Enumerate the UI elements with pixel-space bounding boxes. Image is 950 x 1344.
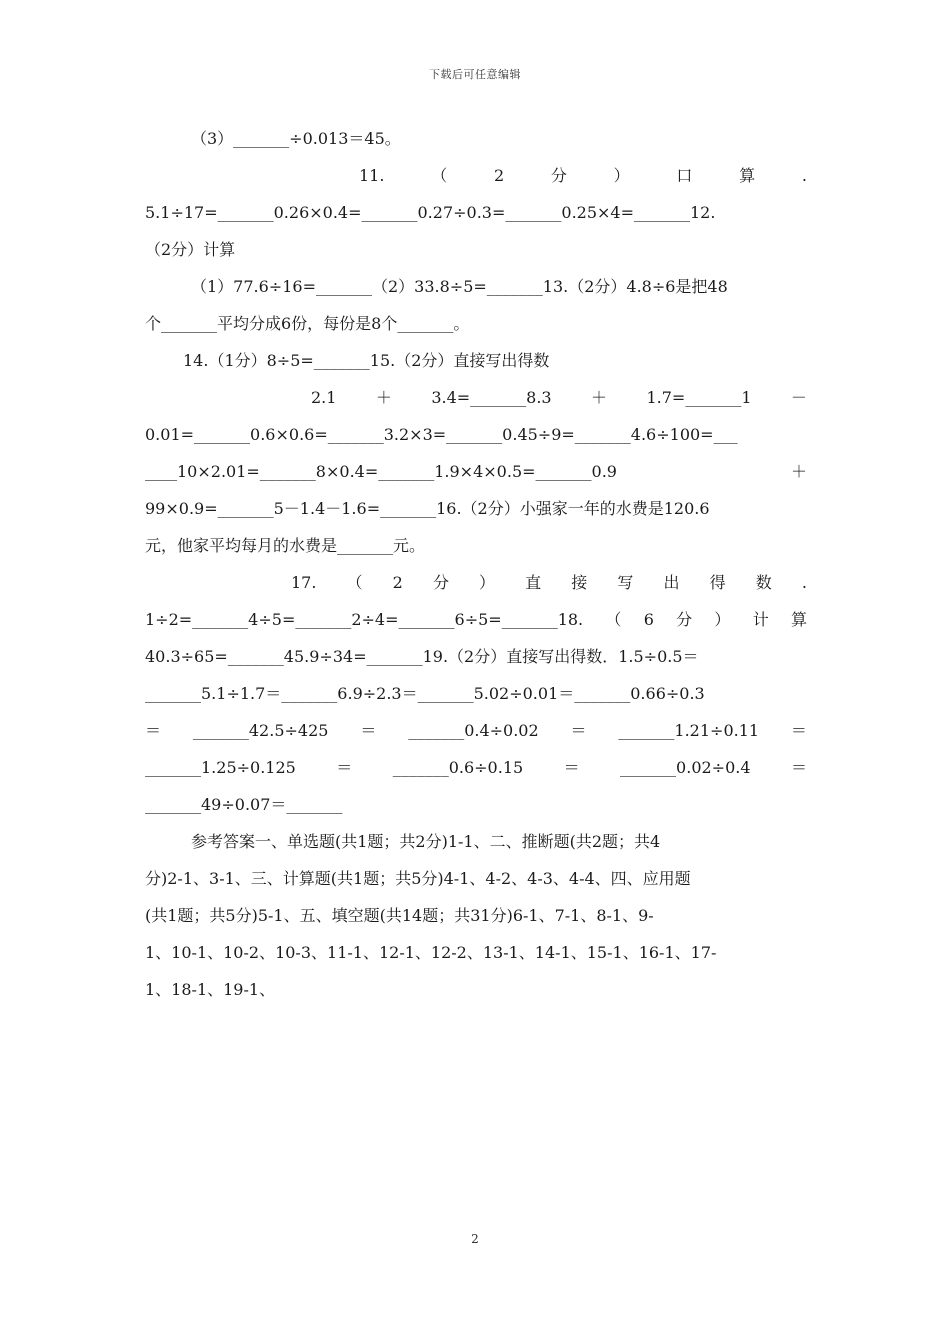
line-token: ＝ — [790, 721, 807, 740]
text-line: 40.3÷65=_______45.9÷34=_______19.（2分）直接写出得数．1.5÷0.5＝ — [145, 647, 699, 666]
line-token: － — [790, 388, 807, 407]
line-token: 算 — [790, 610, 807, 629]
line-token: 直 — [525, 573, 542, 592]
line-token: （ — [346, 573, 363, 592]
text-line: （2分）计算 — [145, 240, 236, 259]
line-token: ＝ — [336, 758, 353, 777]
line-token: . — [801, 166, 807, 185]
line-token: 1.7=_______1 — [646, 388, 752, 407]
line-token: 3.4=_______8.3 — [431, 388, 552, 407]
line-token: 17. — [291, 573, 317, 592]
text-line — [145, 383, 807, 420]
line-token: ＋ — [591, 388, 608, 407]
text-line: 1、18-1、19-1、 — [145, 980, 276, 999]
line-token: ） — [714, 610, 731, 629]
line-token: 口 — [676, 166, 693, 185]
text-line: _______5.1÷1.7＝_______6.9÷2.3＝_______5.02÷0.01＝_______0.66÷0.3 — [145, 684, 705, 703]
text-line — [145, 161, 807, 198]
text-line — [145, 753, 807, 790]
line-token: ＝ — [570, 721, 587, 740]
line-token: （ — [431, 166, 448, 185]
line-token: 算 — [739, 166, 756, 185]
line-token: . — [801, 573, 807, 592]
line-token: 分 — [676, 610, 693, 629]
document-body — [145, 124, 807, 1012]
line-token: ＋ — [375, 388, 392, 407]
line-token: ____10×2.01=_______8×0.4=_______1.9×4×0.5=_______0.9 — [145, 462, 617, 481]
text-line — [145, 457, 807, 494]
text-line: 元，他家平均每月的水费是_______元。 — [145, 536, 426, 555]
line-token: 2.1 — [311, 388, 337, 407]
line-token: 分 — [432, 573, 449, 592]
line-token: ＝ — [563, 758, 580, 777]
line-token: _______1.25÷0.125 — [145, 758, 296, 777]
page-header: 下载后可任意编辑 — [429, 68, 521, 81]
line-token: 得 — [709, 573, 726, 592]
line-token: _______0.6÷0.15 — [392, 758, 524, 777]
text-line: 14.（1分）8÷5=_______15.（2分）直接写出得数 — [183, 351, 550, 370]
line-token: 6 — [643, 610, 654, 629]
line-token: 写 — [617, 573, 634, 592]
line-token: 2 — [493, 166, 505, 185]
text-line: 分)2-1、3-1、三、计算题(共1题；共5分)4-1、4-2、4-3、4-4、四、应用题 — [145, 869, 691, 888]
text-line: 99×0.9=_______5－1.4－1.6=_______16.（2分）小强家一年的水费是120.6 — [145, 499, 710, 518]
line-token: 2 — [392, 573, 403, 592]
line-token: ） — [613, 166, 630, 185]
text-line: 0.01=_______0.6×0.6=_______3.2×3=_______0.45÷9=_______4.6÷100=___ — [145, 425, 738, 444]
line-token: _______0.4÷0.02 — [408, 721, 539, 740]
line-token: 接 — [571, 573, 588, 592]
text-line — [145, 716, 807, 753]
page-number: 2 — [471, 1232, 479, 1246]
line-token: ＝ — [145, 721, 162, 740]
text-line: 1、10-1、10-2、10-3、11-1、12-1、12-2、13-1、14-1、15-1、16-1、17- — [145, 943, 717, 962]
line-token: 分 — [550, 166, 567, 185]
text-line — [145, 568, 807, 605]
line-token: _______0.02÷0.4 — [620, 758, 751, 777]
line-token: 11. — [359, 166, 385, 185]
line-token: ＋ — [790, 462, 807, 481]
line-token: 出 — [663, 573, 680, 592]
line-token: ＝ — [790, 758, 807, 777]
line-token: 计 — [752, 610, 769, 629]
text-line: 个_______平均分成6份，每份是8个_______。 — [145, 314, 470, 333]
line-token: 数 — [755, 573, 772, 592]
line-token: 1÷2=_______4÷5=_______2÷4=_______6÷5=_______18. — [145, 610, 584, 629]
text-line — [145, 605, 807, 642]
text-line: （3）_______÷0.013＝45。 — [191, 129, 401, 148]
line-token: _______1.21÷0.11 — [618, 721, 760, 740]
line-token: ） — [479, 573, 496, 592]
text-line: （1）77.6÷16=_______（2）33.8÷5=_______13.（2分）4.8÷6是把48 — [191, 277, 728, 296]
line-token: _______42.5÷425 — [192, 721, 329, 740]
line-token: （ — [605, 610, 622, 629]
text-line: 5.1÷17=_______0.26×0.4=_______0.27÷0.3=_______0.25×4=_______12. — [145, 203, 716, 222]
text-line: (共1题；共5分)5-1、五、填空题(共14题；共31分)6-1、7-1、8-1、9- — [145, 906, 654, 925]
text-line: 参考答案一、单选题(共1题；共2分)1-1、二、推断题(共2题；共4 — [191, 832, 661, 851]
line-token: ＝ — [360, 721, 377, 740]
text-line: _______49÷0.07＝_______ — [145, 795, 343, 814]
